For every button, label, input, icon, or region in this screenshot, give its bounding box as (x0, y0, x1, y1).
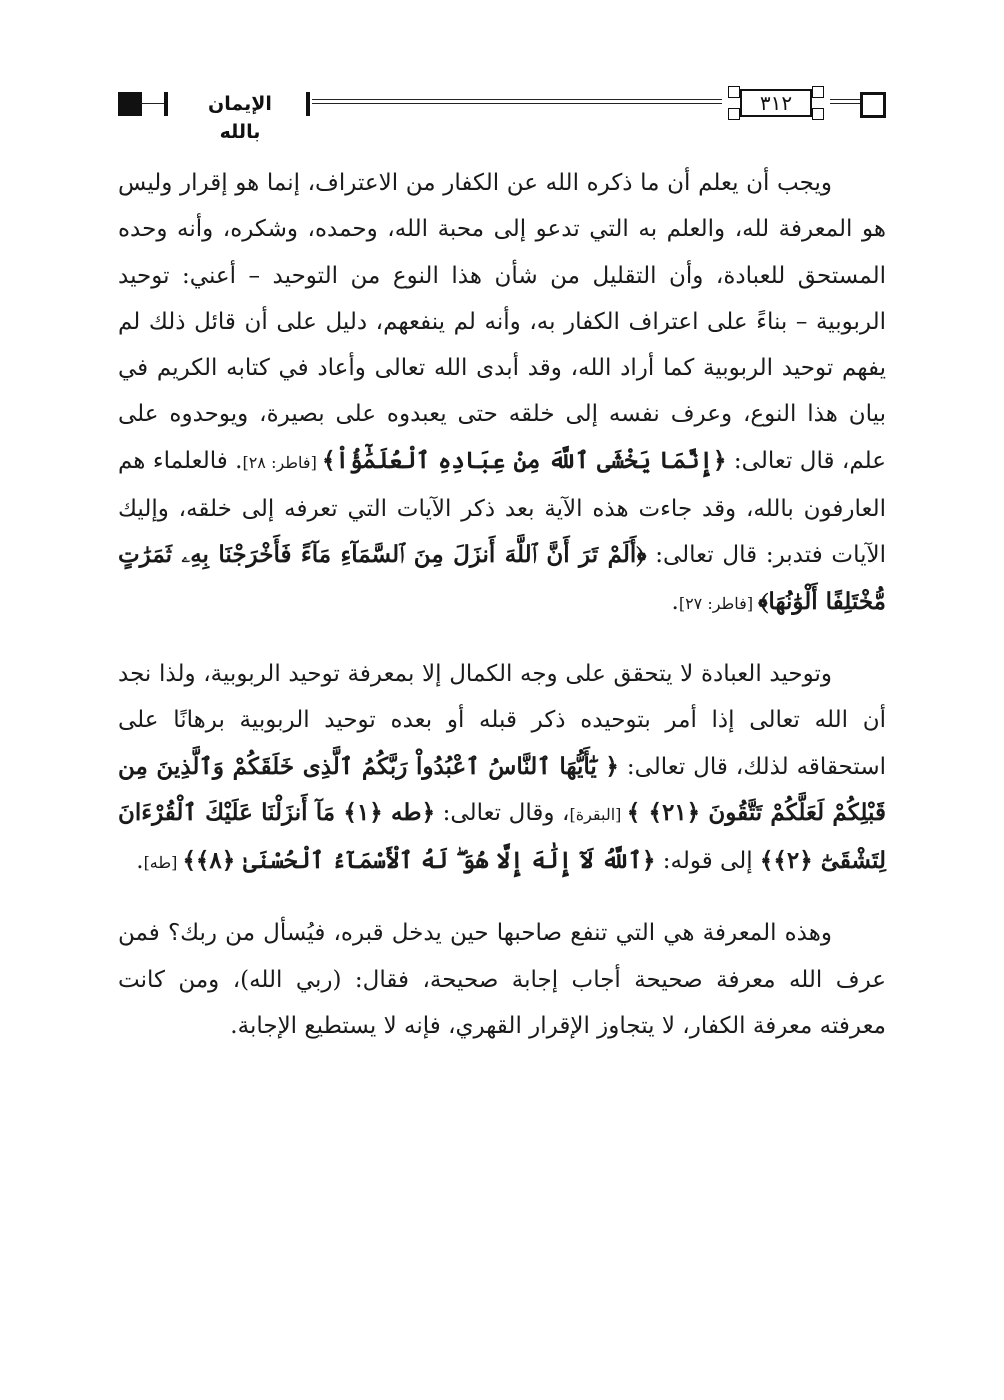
quran-verse: ﴿ يَٰٓأَيُّهَا ٱلنَّاسُ ٱعْبُدُواْ رَبَّكُمُ ٱلَّذِى خَلَقَكُمْ وَٱلَّذِينَ مِن قَبْلِكُمْ لَعَلَّكُمْ تَتَّقُونَ ﴿٢١﴾ ﴾ (118, 752, 886, 826)
header-bar (306, 92, 310, 116)
page-number: ٣١٢ (740, 89, 812, 117)
verse-reference: [فاطر: ٢٨] (242, 452, 323, 472)
body-text: ، وقال تعالى: (435, 799, 570, 826)
frame-corner (728, 86, 740, 98)
verse-reference: [البقرة] (569, 804, 627, 824)
frame-corner (812, 108, 824, 120)
verse-reference: [فاطر: ٢٧] (678, 593, 759, 613)
header-right-ornament (860, 92, 886, 118)
paragraph (118, 160, 886, 627)
header-bar (164, 92, 168, 116)
quran-verse: ﴿إِنَّمَا يَخْشَى ٱللَّهَ مِنْ عِبَادِهِ ٱلْعُلَمَٰٓؤُاْ﴾ (322, 446, 727, 474)
header-rule-left (140, 103, 164, 104)
frame-corner (812, 86, 824, 98)
verse-reference: [طه] (143, 853, 183, 873)
body-text: ويجب أن يعلم أن ما ذكره الله عن الكفار من الاعتراف، إنما هو إقرار وليس هو المعرفة لله، والعلم به التي تدعو إلى محبة الله، وحمده، وشكره، وأنه وحده المستحق للعبادة، وأن التقليل من شأن هذا النوع من التوحيد – أعني: توحيد الربوبية – بناءً على اعتراف الكفار به، وأنه لم ينفعهم، دليل على أن قائل ذلك لم يفهم توحيد الربوبية كما أراد الله، وقد أبدى الله تعالى وأعاد في كتابه الكريم في بيان هذا النوع، وعرف نفسه إلى خلقه حتى يعبدوه على بصيرة، ويوحدوه على علم، قال تعالى: (118, 170, 886, 474)
page-body (118, 160, 886, 1049)
header-rule-right (830, 99, 862, 104)
body-text: وهذه المعرفة هي التي تنفع صاحبها حين يدخل قبره، فيُسأل من ربك؟ فمن عرف الله معرفة صحيحة أجاب إجابة صحيحة، فقال: (ربي الله)، ومن كانت معرفته معرفة الكفار، لا يتجاوز الإقرار القهري، فإنه لا يستطيع الإجابة. (118, 920, 886, 1040)
body-text: إلى قوله: (655, 848, 760, 875)
body-text: . (136, 848, 144, 875)
quran-verse: ﴿ٱللَّهُ لَآ إِلَٰهَ إِلَّا هُوَ ۖ لَهُ ٱلْأَسْمَآءُ ٱلْحُسْنَىٰ ﴿٨﴾﴾ (182, 847, 656, 875)
header-left-ornament (118, 92, 142, 116)
running-title: الإيمان بالله (208, 93, 272, 143)
paragraph (118, 910, 886, 1049)
body-text: وتوحيد العبادة لا يتحقق على وجه الكمال إلا بمعرفة توحيد الربوبية، ولذا نجد أن الله تعالى إذا أمر بتوحيده ذكر قبله أو بعده توحيد الربوبية برهانًا على استحقاقه لذلك، قال تعالى: (118, 660, 886, 780)
body-text: . (671, 588, 679, 615)
paragraph-spacer (118, 886, 886, 910)
paragraph (118, 651, 886, 886)
page-number-frame (722, 86, 830, 120)
quran-verse: ﴿أَلَمْ تَرَ أَنَّ ٱللَّهَ أَنزَلَ مِنَ ٱلسَّمَآءِ مَآءً فَأَخْرَجْنَا بِهِۦ ثَمَرَٰتٍ مُّخْتَلِفًا أَلْوَٰنُهَا﴾ (118, 541, 886, 615)
body-text: . فالعلماء هم العارفون بالله، وقد جاءت هذه الآية بعد ذكر الآيات التي تعرفه إلى خلقه، وإليك الآيات فتدبر: قال تعالى: (118, 447, 886, 569)
frame-corner (728, 108, 740, 120)
header-double-rule (312, 99, 722, 104)
quran-verse: ﴿طه ﴿١﴾ مَآ أَنزَلْنَا عَلَيْكَ ٱلْقُرْءَانَ لِتَشْقَىٰٓ ﴿٢﴾﴾ (118, 798, 886, 875)
page-header (118, 86, 886, 143)
paragraph-spacer (118, 627, 886, 651)
